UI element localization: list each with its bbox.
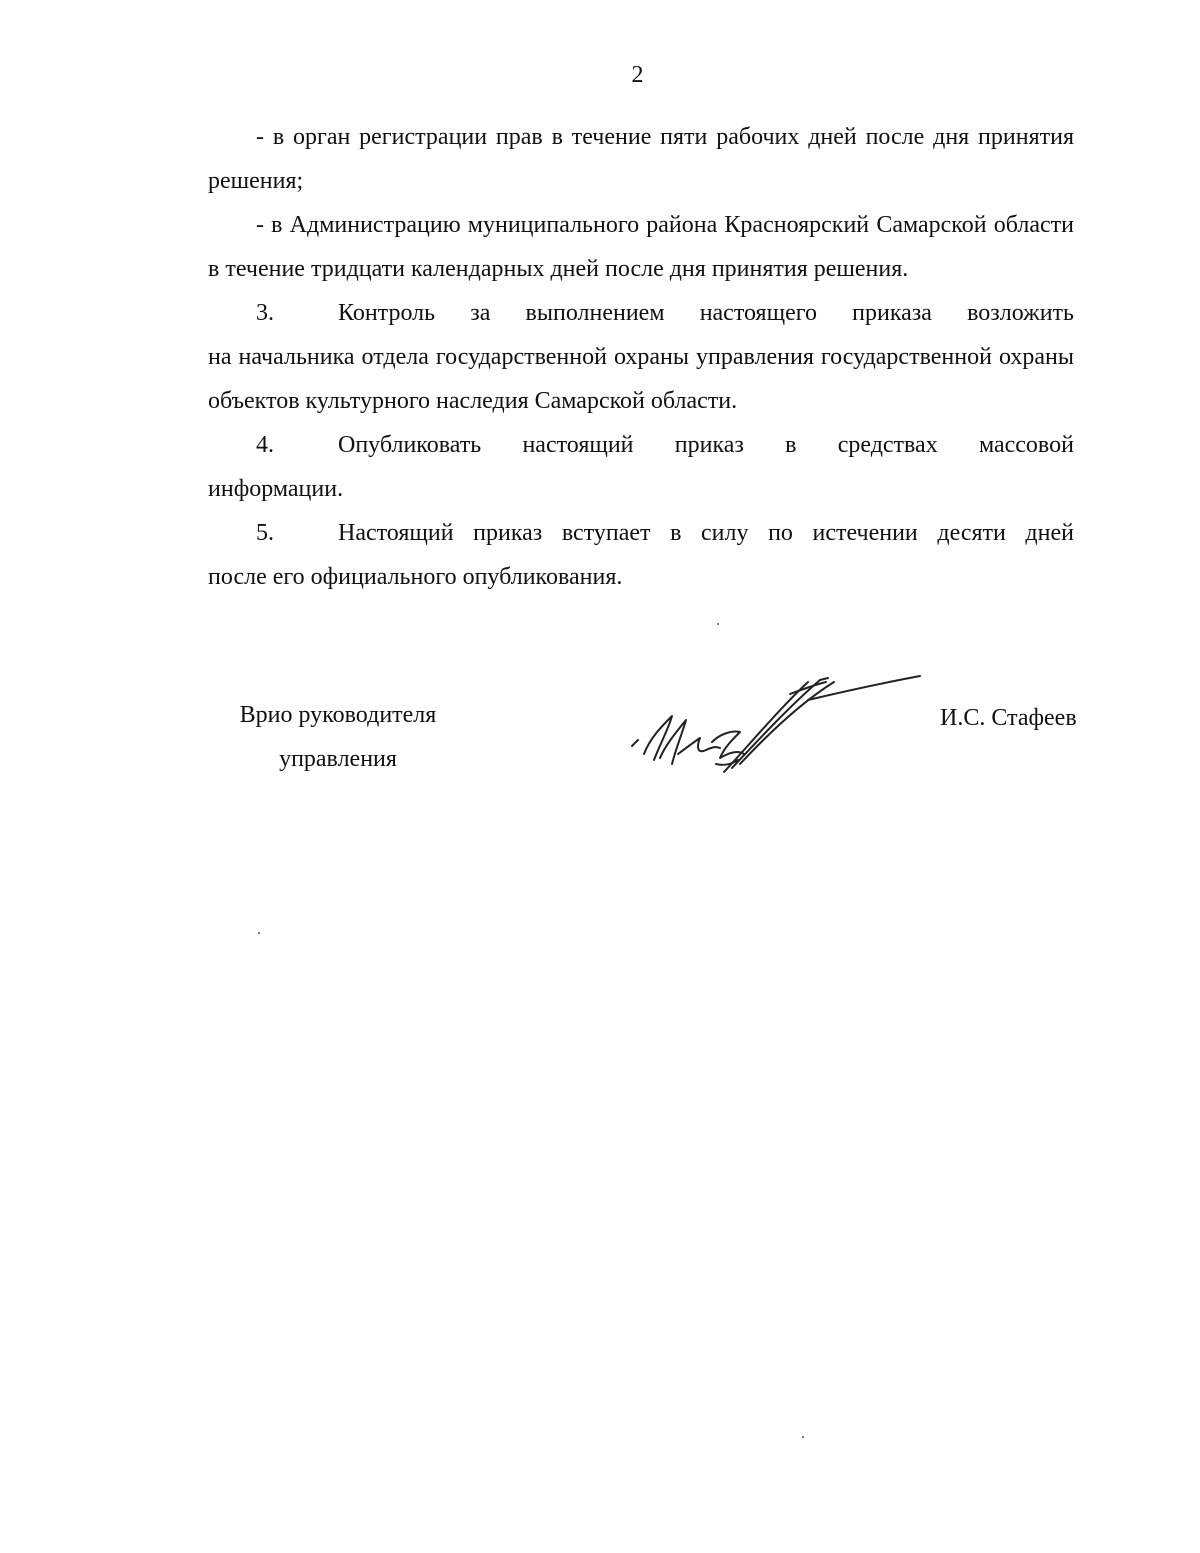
item-word: настоящий — [522, 432, 634, 458]
scan-speck — [802, 1436, 804, 1438]
item-word: по — [768, 520, 793, 546]
item-5 — [208, 511, 1074, 599]
item-number: 4. — [256, 432, 274, 458]
item-word: Опубликовать — [338, 432, 482, 458]
signer-position-line2: управления — [279, 746, 397, 772]
item-word: массовой — [978, 432, 1074, 458]
item-word: дней — [1025, 520, 1074, 546]
signature-icon — [620, 668, 930, 788]
item-word: Настоящий — [338, 520, 454, 546]
item-4-first-line — [208, 423, 1074, 467]
scan-speck — [717, 623, 719, 625]
item-word: вступает — [561, 520, 651, 546]
item-4-rest: информации. — [208, 476, 344, 502]
item-number: 5. — [256, 520, 274, 546]
item-3-rest: на начальника отдела государственной охраны управления государственной охраны объектов культурного наследия Самарской области. — [208, 344, 1074, 414]
signer-position-line1: Врио руководителя — [239, 702, 437, 728]
signer-name: И.С. Стафеев — [940, 705, 1077, 731]
item-4 — [208, 423, 1074, 511]
item-word: за — [470, 300, 491, 326]
item-word: средствах — [837, 432, 938, 458]
item-5-first-line — [208, 511, 1074, 555]
page-number: 2 — [631, 62, 644, 88]
scan-speck — [258, 932, 260, 934]
item-word: возложить — [967, 300, 1074, 326]
document-body — [208, 115, 1074, 599]
item-word: приказ — [473, 520, 543, 546]
paragraph-registration: - в орган регистрации прав в течение пяти рабочих дней после дня принятия решения; — [208, 124, 1074, 194]
item-word: приказа — [852, 300, 932, 326]
item-3 — [208, 291, 1074, 423]
item-word: приказ — [674, 432, 744, 458]
item-5-rest: после его официального опубликования. — [208, 564, 623, 590]
item-word: в — [670, 520, 682, 546]
item-3-first-line — [208, 291, 1074, 335]
paragraph-administration: - в Администрацию муниципального района Красноярский Самарской области в течение тридцати календарных дней после дня принятия решения. — [208, 212, 1074, 282]
item-word: десяти — [937, 520, 1006, 546]
item-word: в — [785, 432, 797, 458]
item-word: настоящего — [699, 300, 817, 326]
item-number: 3. — [256, 300, 274, 326]
item-word: выполнением — [525, 300, 665, 326]
signer-position — [208, 693, 468, 781]
item-word: истечении — [812, 520, 918, 546]
item-word: Контроль — [338, 300, 436, 326]
item-word: силу — [701, 520, 749, 546]
